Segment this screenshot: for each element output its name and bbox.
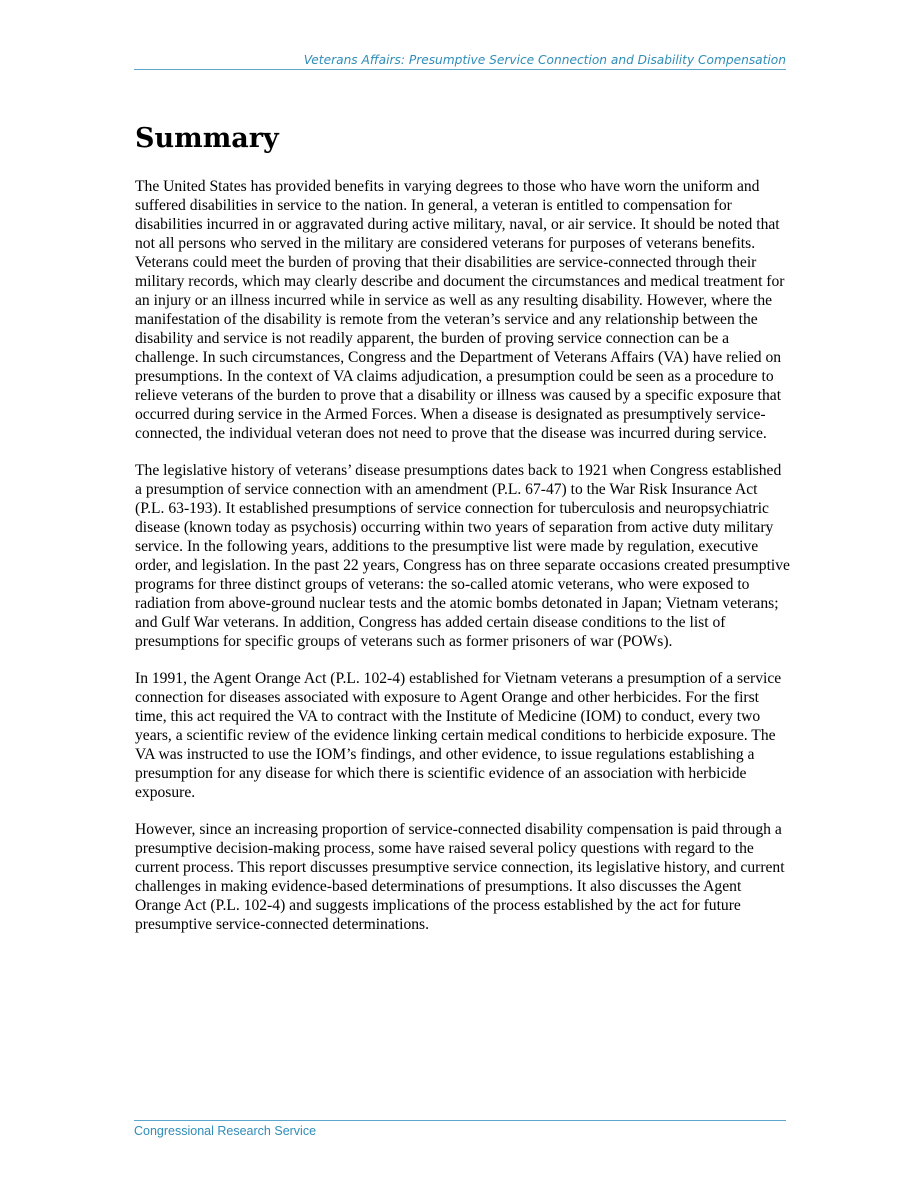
paragraph: In 1991, the Agent Orange Act (P.L. 102-4) established for Vietnam veterans a presumption of a service connection for diseases associated with exposure to Agent Orange and other herbicides. For the first time, this act required the VA to contract with the Institute of Medicine (IOM) to conduct, every two years, a scientific review of the evidence linking certain medical conditions to herbicide exposure. The VA was instructed to use the IOM’s findings, and other evidence, to issue regulations establishing a presumption for any disease for which there is scientific evidence of an association with herbicide exposure.	[135, 670, 782, 801]
running-header: Veterans Affairs: Presumptive Service Connection and Disability Compensation	[134, 53, 786, 70]
page-footer: Congressional Research Service	[134, 1120, 786, 1138]
paragraph: However, since an increasing proportion of service-connected disability compensation is paid through a presumptive decision-making process, some have raised several policy questions with regard to the current process. This report discusses presumptive service connection, its legislative history, and current challenges in making evidence-based determinations of presumptions. It also discusses the Agent Orange Act (P.L. 102-4) and suggests implications of the process established by the act for future presumptive service-connected determinations.	[135, 821, 785, 933]
paragraph: The legislative history of veterans’ disease presumptions dates back to 1921 when Congress established a presumption of service connection with an amendment (P.L. 67-47) to the War Risk Insurance Act (P.L. 63-193). It established presumptions of service connection for tuberculosis and neuropsychiatric disease (known today as psychosis) occurring within two years of separation from active duty military service. In the following years, additions to the presumptive list were made by regulation, executive order, and legislation. In the past 22 years, Congress has on three separate occasions created presumptive programs for three distinct groups of veterans: the so-called atomic veterans, who were exposed to radiation from above-ground nuclear tests and the atomic bombs detonated in Japan; Vietnam veterans; and Gulf War veterans. In addition, Congress has added certain disease conditions to the list of presumptions for specific groups of veterans such as former prisoners of war (POWs).	[135, 462, 790, 650]
summary-body	[135, 177, 790, 952]
page-title: Summary	[135, 123, 279, 154]
paragraph: The United States has provided benefits in varying degrees to those who have worn the uniform and suffered disabilities in service to the nation. In general, a veteran is entitled to compensation for disabilities incurred in or aggravated during active military, naval, or air service. It should be noted that not all persons who served in the military are considered veterans for purposes of veterans benefits. Veterans could meet the burden of proving that their disabilities are service-connected through their military records, which may clearly describe and document the circumstances and medical treatment for an injury or an illness incurred while in service as well as any resulting disability. However, where the manifestation of the disability is remote from the veteran’s service and any relationship between the disability and service is not readily apparent, the burden of proving service connection can be a challenge. In such circumstances, Congress and the Department of Veterans Affairs (VA) have relied on presumptions. In the context of VA claims adjudication, a presumption could be seen as a procedure to relieve veterans of the burden to prove that a disability or illness was caused by a specific exposure that occurred during service in the Armed Forces. When a disease is designated as presumptively service-connected, the individual veteran does not need to prove that the disease was incurred during service.	[135, 178, 785, 442]
